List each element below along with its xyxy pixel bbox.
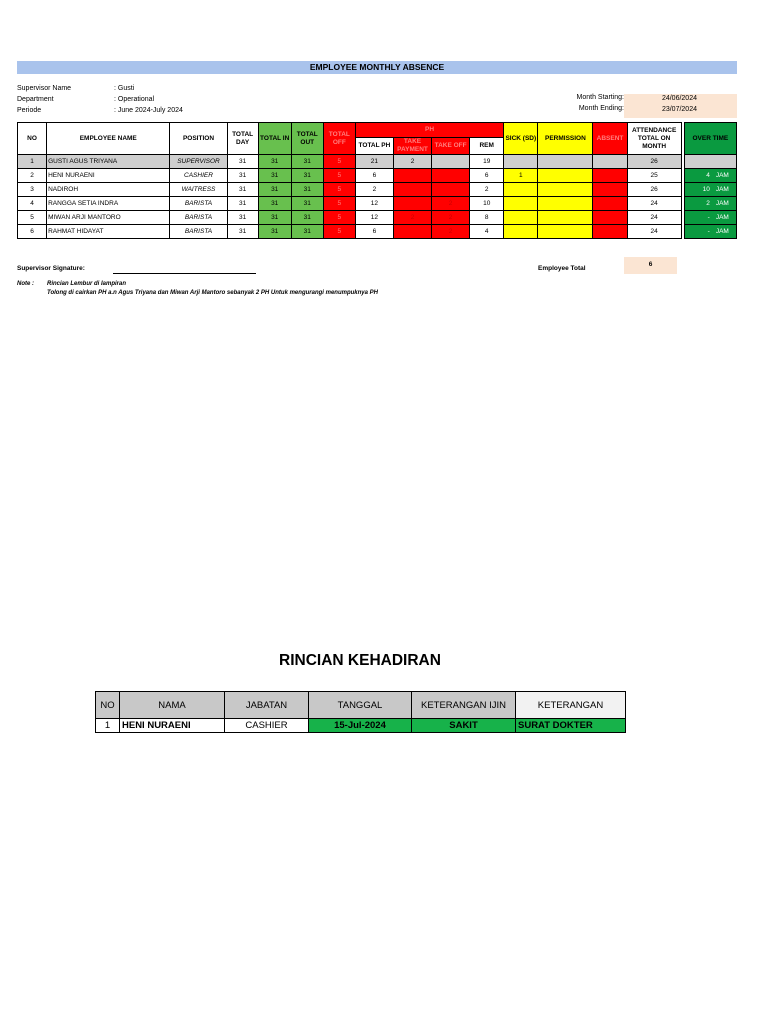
detail-nama-header: NAMA bbox=[120, 692, 225, 719]
row-absent bbox=[593, 183, 627, 197]
row-total-in: 31 bbox=[258, 155, 291, 169]
row-position: BARISTA bbox=[170, 225, 227, 239]
row-take-payment bbox=[393, 225, 431, 239]
row-no: 2 bbox=[18, 169, 47, 183]
row-overtime bbox=[684, 155, 736, 169]
col-permission-header: PERMISSION bbox=[538, 123, 593, 155]
month-range-box bbox=[624, 94, 737, 118]
note-block bbox=[17, 280, 517, 300]
row-total-ph: 12 bbox=[355, 211, 393, 225]
col-total-day-header: TOTAL DAY bbox=[227, 123, 258, 155]
detail-tanggal: 15-Jul-2024 bbox=[309, 719, 412, 733]
col-name-header: EMPLOYEE NAME bbox=[47, 123, 170, 155]
col-absent-header: ABSENT bbox=[593, 123, 627, 155]
col-total-off-header: TOTAL OFF bbox=[323, 123, 355, 155]
row-total-out: 31 bbox=[291, 211, 323, 225]
row-total-off: 5 bbox=[323, 211, 355, 225]
col-total-in-header: TOTAL IN bbox=[258, 123, 291, 155]
row-rem: 6 bbox=[470, 169, 504, 183]
overtime-amount: - bbox=[707, 214, 710, 221]
report-info bbox=[17, 83, 317, 116]
detail-jabatan: CASHIER bbox=[225, 719, 309, 733]
detail-keterangan-header: KETERANGAN bbox=[516, 692, 626, 719]
row-take-payment bbox=[393, 169, 431, 183]
detail-title: RINCIAN KEHADIRAN bbox=[279, 652, 441, 669]
row-absent bbox=[593, 169, 627, 183]
row-total-off: 5 bbox=[323, 225, 355, 239]
col-sick-header: SICK (SD) bbox=[504, 123, 538, 155]
row-total-day: 31 bbox=[227, 211, 258, 225]
row-absent bbox=[593, 155, 627, 169]
periode-label: Periode bbox=[17, 107, 42, 114]
row-total-out: 31 bbox=[291, 155, 323, 169]
overtime-amount: 2 bbox=[706, 200, 710, 207]
col-total-out-header: TOTAL OUT bbox=[291, 123, 323, 155]
employee-row bbox=[18, 211, 737, 225]
row-take-payment: 2 bbox=[393, 155, 431, 169]
department-label: Department bbox=[17, 96, 54, 103]
row-sick bbox=[504, 155, 538, 169]
row-take-payment: 2 bbox=[393, 211, 431, 225]
row-overtime bbox=[684, 225, 736, 239]
overtime-amount: 4 bbox=[706, 172, 710, 179]
row-attendance: 26 bbox=[627, 183, 681, 197]
row-take-off: 2 bbox=[432, 211, 470, 225]
row-overtime bbox=[684, 197, 736, 211]
overtime-unit: JAM bbox=[715, 200, 729, 207]
detail-row bbox=[96, 719, 626, 733]
row-no: 5 bbox=[18, 211, 47, 225]
row-sick bbox=[504, 197, 538, 211]
col-attendance-header: ATTENDANCE TOTAL ON MONTH bbox=[627, 123, 681, 155]
row-rem: 19 bbox=[470, 155, 504, 169]
employee-row bbox=[18, 225, 737, 239]
row-total-off: 5 bbox=[323, 183, 355, 197]
detail-ket-ijin-header: KETERANGAN IJIN bbox=[412, 692, 516, 719]
row-employee-name: NADIROH bbox=[47, 183, 170, 197]
row-employee-name: HENI NURAENI bbox=[47, 169, 170, 183]
signature-line bbox=[113, 273, 256, 274]
row-rem: 4 bbox=[470, 225, 504, 239]
row-total-day: 31 bbox=[227, 155, 258, 169]
row-total-in: 31 bbox=[258, 197, 291, 211]
employee-row bbox=[18, 183, 737, 197]
row-sick bbox=[504, 211, 538, 225]
report-title: EMPLOYEE MONTHLY ABSENCE bbox=[17, 61, 737, 74]
overtime-unit: JAM bbox=[715, 214, 729, 221]
row-total-in: 31 bbox=[258, 169, 291, 183]
row-no: 3 bbox=[18, 183, 47, 197]
row-sick bbox=[504, 225, 538, 239]
row-attendance: 24 bbox=[627, 211, 681, 225]
row-total-out: 31 bbox=[291, 169, 323, 183]
row-take-off bbox=[432, 183, 470, 197]
row-employee-name: RANGGA SETIA INDRA bbox=[47, 197, 170, 211]
col-total-ph-header: TOTAL PH bbox=[355, 138, 393, 155]
row-rem: 8 bbox=[470, 211, 504, 225]
col-take-payment-header: TAKE PAYMENT bbox=[393, 138, 431, 155]
row-absent bbox=[593, 211, 627, 225]
row-total-day: 31 bbox=[227, 183, 258, 197]
supervisor-value: : Gusti bbox=[114, 85, 135, 92]
detail-tanggal-header: TANGGAL bbox=[309, 692, 412, 719]
supervisor-label: Supervisor Name bbox=[17, 85, 72, 92]
employee-row bbox=[18, 169, 737, 183]
row-total-ph: 6 bbox=[355, 225, 393, 239]
row-attendance: 25 bbox=[627, 169, 681, 183]
periode-value: : June 2024-July 2024 bbox=[114, 107, 183, 114]
row-employee-name: MIWAN ARJI MANTORO bbox=[47, 211, 170, 225]
signature-label: Supervisor Signature: bbox=[17, 265, 85, 272]
row-total-off: 5 bbox=[323, 155, 355, 169]
row-total-in: 31 bbox=[258, 225, 291, 239]
row-overtime bbox=[684, 183, 736, 197]
row-no: 1 bbox=[18, 155, 47, 169]
overtime-amount: - bbox=[707, 228, 710, 235]
row-total-day: 31 bbox=[227, 169, 258, 183]
row-take-off bbox=[432, 169, 470, 183]
note-line-1: Rincian Lembur di lampiran bbox=[47, 281, 127, 287]
row-sick: 1 bbox=[504, 169, 538, 183]
row-rem: 2 bbox=[470, 183, 504, 197]
row-total-out: 31 bbox=[291, 197, 323, 211]
month-ending-label: Month Ending: bbox=[578, 105, 624, 112]
col-ph-header: PH bbox=[355, 123, 503, 138]
detail-ket-ijin: SAKIT bbox=[412, 719, 516, 733]
absence-table bbox=[17, 122, 737, 239]
detail-jabatan-header: JABATAN bbox=[225, 692, 309, 719]
row-total-ph: 12 bbox=[355, 197, 393, 211]
row-rem: 10 bbox=[470, 197, 504, 211]
month-starting-label: Month Starting: bbox=[576, 94, 624, 101]
employee-total-value: 6 bbox=[624, 257, 677, 274]
detail-keterangan: SURAT DOKTER bbox=[516, 719, 626, 733]
col-overtime-header: OVER TIME bbox=[684, 123, 736, 155]
row-total-ph: 2 bbox=[355, 183, 393, 197]
note-label: Note : bbox=[17, 281, 34, 287]
row-attendance: 24 bbox=[627, 225, 681, 239]
row-position: BARISTA bbox=[170, 197, 227, 211]
row-employee-name: GUSTI AGUS TRIYANA bbox=[47, 155, 170, 169]
employee-row bbox=[18, 197, 737, 211]
row-employee-name: RAHMAT HIDAYAT bbox=[47, 225, 170, 239]
department-value: : Operational bbox=[114, 96, 155, 103]
row-position: SUPERVISOR bbox=[170, 155, 227, 169]
row-total-ph: 21 bbox=[355, 155, 393, 169]
detail-no: 1 bbox=[96, 719, 120, 733]
row-attendance: 24 bbox=[627, 197, 681, 211]
row-absent bbox=[593, 225, 627, 239]
month-starting-value: 24/06/2024 bbox=[661, 95, 697, 102]
detail-nama: HENI NURAENI bbox=[120, 719, 225, 733]
row-attendance: 26 bbox=[627, 155, 681, 169]
row-permission bbox=[538, 197, 593, 211]
overtime-amount: 10 bbox=[702, 186, 710, 193]
employee-total-label: Employee Total bbox=[538, 265, 586, 272]
detail-no-header: NO bbox=[96, 692, 120, 719]
row-take-off: 2 bbox=[432, 197, 470, 211]
row-take-off bbox=[432, 155, 470, 169]
detail-table bbox=[95, 691, 626, 733]
row-permission bbox=[538, 211, 593, 225]
row-permission bbox=[538, 155, 593, 169]
employee-row bbox=[18, 155, 737, 169]
row-permission bbox=[538, 169, 593, 183]
col-rem-header: REM bbox=[470, 138, 504, 155]
col-no-header: NO bbox=[18, 123, 47, 155]
row-total-ph: 6 bbox=[355, 169, 393, 183]
row-total-day: 31 bbox=[227, 225, 258, 239]
row-total-off: 5 bbox=[323, 169, 355, 183]
row-total-out: 31 bbox=[291, 183, 323, 197]
row-total-day: 31 bbox=[227, 197, 258, 211]
row-position: BARISTA bbox=[170, 211, 227, 225]
col-position-header: POSITION bbox=[170, 123, 227, 155]
month-range-labels bbox=[520, 94, 624, 116]
row-overtime bbox=[684, 169, 736, 183]
row-take-payment bbox=[393, 183, 431, 197]
overtime-unit: JAM bbox=[715, 186, 729, 193]
row-total-out: 31 bbox=[291, 225, 323, 239]
row-total-off: 5 bbox=[323, 197, 355, 211]
row-no: 6 bbox=[18, 225, 47, 239]
note-line-2: Tolong di cairkan PH a.n Agus Triyana dan Miwan Arji Mantoro sebanyak 2 PH Untuk mengurangi menumpuknya PH bbox=[47, 290, 378, 296]
row-total-in: 31 bbox=[258, 183, 291, 197]
row-total-in: 31 bbox=[258, 211, 291, 225]
row-position: WAITRESS bbox=[170, 183, 227, 197]
row-take-off: 2 bbox=[432, 225, 470, 239]
month-ending-value: 23/07/2024 bbox=[661, 106, 697, 113]
row-position: CASHIER bbox=[170, 169, 227, 183]
overtime-unit: JAM bbox=[715, 228, 729, 235]
row-no: 4 bbox=[18, 197, 47, 211]
row-sick bbox=[504, 183, 538, 197]
overtime-unit: JAM bbox=[715, 172, 729, 179]
row-take-payment bbox=[393, 197, 431, 211]
row-permission bbox=[538, 225, 593, 239]
col-take-off-header: TAKE OFF bbox=[432, 138, 470, 155]
row-overtime bbox=[684, 211, 736, 225]
row-absent bbox=[593, 197, 627, 211]
row-permission bbox=[538, 183, 593, 197]
